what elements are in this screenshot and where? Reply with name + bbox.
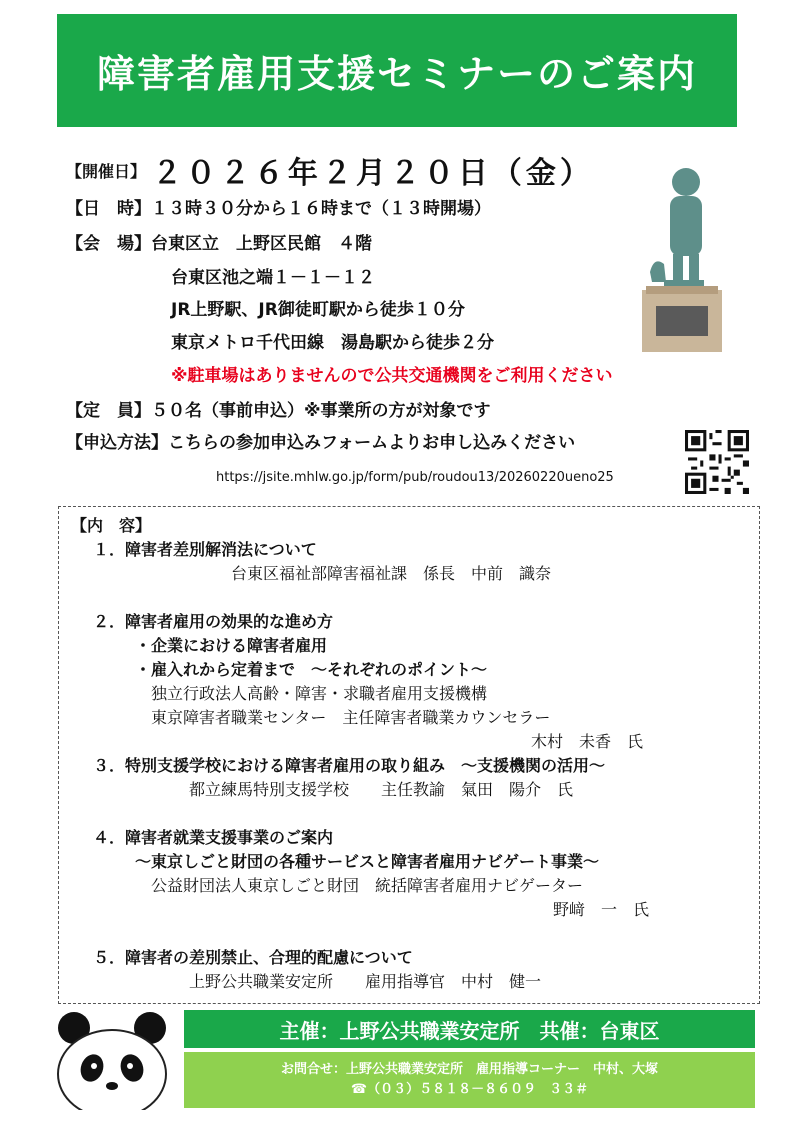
item-4-org: 公益財団法人東京しごと財団 統括障害者雇用ナビゲーター [151, 876, 584, 895]
item-2-sub-2: ・雇入れから定着まで ～それぞれのポイント～ [135, 660, 488, 679]
contact-phone[interactable]: ☎（０３）５８１８－８６０９ ３３＃ [350, 1082, 589, 1097]
venue-row [66, 229, 372, 254]
item-3-speaker: 都立練馬特別支援学校 主任教諭 氣田 陽介 氏 [189, 780, 574, 799]
venue-access-metro: 東京メトロ千代田線 湯島駅から徒歩２分 [171, 333, 494, 353]
capacity-label: 【定 員】 [66, 401, 151, 421]
item-4-sub: ～東京しごと財団の各種サービスと障害者雇用ナビゲート事業～ [135, 852, 600, 871]
venue-address: 台東区池之端１－１－１２ [171, 268, 375, 288]
item-2-speaker: 木村 未香 氏 [531, 732, 644, 751]
content-section [58, 506, 760, 1004]
panda-icon [52, 1010, 172, 1110]
time-row [66, 194, 491, 219]
date-value: ２０２６年２月２０日（金） [151, 156, 594, 191]
date-row [66, 148, 594, 192]
venue-label: 【会 場】 [66, 234, 151, 254]
parking-note: ※駐車場はありませんので公共交通機関をご利用ください [171, 366, 613, 386]
host-banner: 主催：上野公共職業安定所 共催：台東区 [184, 1010, 755, 1048]
statue-illustration-icon [640, 160, 724, 360]
item-2-sub-1: ・企業における障害者雇用 [135, 636, 328, 655]
time-value: １３時３０分から１６時まで（１３時開場） [151, 199, 491, 219]
contact-banner [184, 1052, 755, 1108]
apply-value: こちらの参加申込みフォームよりお申し込みください [168, 433, 576, 453]
time-label: 【日 時】 [66, 199, 151, 219]
capacity-row [66, 396, 491, 421]
item-1-speaker: 台東区福祉部障害福祉課 係長 中前 識奈 [231, 564, 552, 583]
item-5-title: ５．障害者の差別禁止、合理的配慮について [93, 948, 413, 967]
page-title: 障害者雇用支援セミナーのご案内 [96, 52, 697, 96]
date-label: 【開催日】 [66, 161, 147, 181]
qr-code-icon[interactable] [685, 430, 749, 494]
contact-text: お問合せ：上野公共職業安定所 雇用指導コーナー 中村、大塚 [280, 1062, 658, 1077]
item-4-title: ４．障害者就業支援事業のご案内 [93, 828, 334, 847]
apply-label: 【申込方法】 [66, 433, 168, 453]
apply-row [66, 428, 575, 453]
apply-url[interactable]: https://jsite.mhlw.go.jp/form/pub/roudou13/20260220ueno25 [216, 470, 614, 485]
venue-access-jr: JR上野駅、JR御徒町駅から徒歩１０分 [171, 300, 465, 320]
content-header: 【内 容】 [71, 516, 152, 535]
item-3-title: ３．特別支援学校における障害者雇用の取り組み ～支援機関の活用～ [93, 756, 606, 775]
item-4-speaker: 野﨑 一 氏 [553, 900, 650, 919]
item-2-org-1: 独立行政法人高齢・障害・求職者雇用支援機構 [151, 684, 488, 703]
title-banner [57, 14, 737, 127]
item-1-title: １．障害者差別解消法について [93, 540, 317, 559]
item-2-title: ２．障害者雇用の効果的な進め方 [93, 612, 334, 631]
venue-name: 台東区立 上野区民館 ４階 [151, 234, 372, 254]
item-5-speaker: 上野公共職業安定所 雇用指導官 中村 健一 [189, 972, 542, 991]
capacity-value: ５０名（事前申込）※事業所の方が対象です [151, 401, 491, 421]
item-2-org-2: 東京障害者職業センター 主任障害者職業カウンセラー [151, 708, 551, 727]
